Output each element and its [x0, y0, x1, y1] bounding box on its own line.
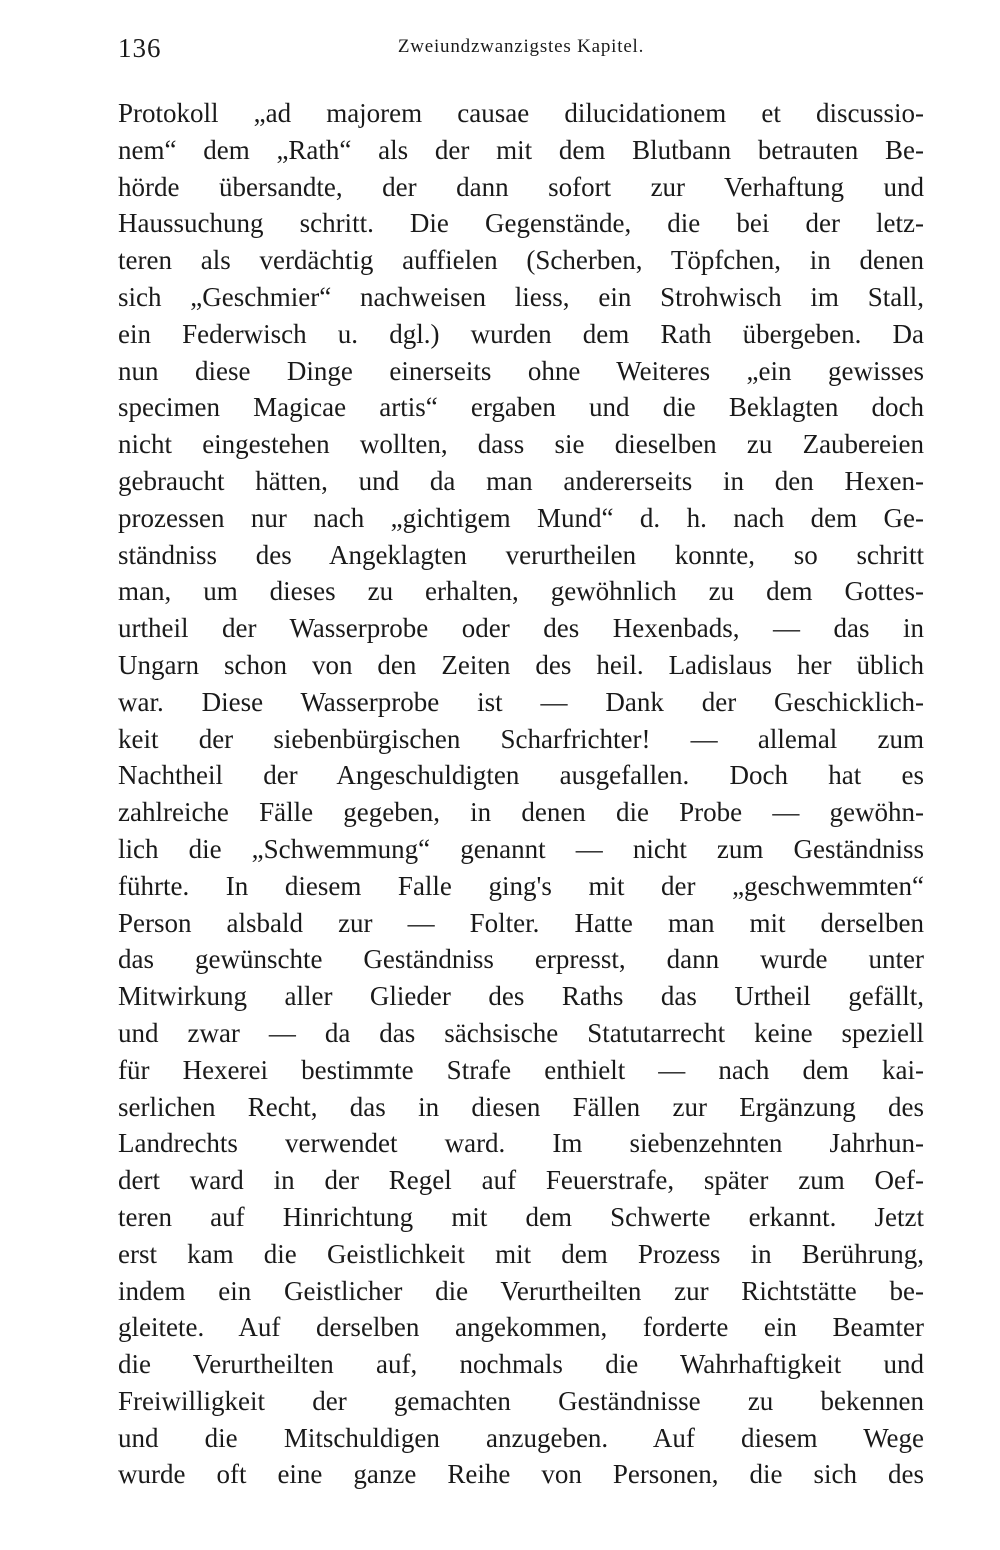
text-line: sich „Geschmier“ nachweisen liess, ein Strohwisch im Stall, — [118, 281, 924, 312]
running-head: Zweiundzwanzigstes Kapitel. — [397, 36, 645, 57]
text-line: zahlreiche Fälle gegeben, in denen die Probe — gewöhn- — [118, 797, 924, 828]
text-line: Protokoll „ad majorem causae dilucidationem et discussio- — [118, 98, 924, 128]
text-line: teren auf Hinrichtung mit dem Schwerte erkannt. Jetzt — [118, 1201, 924, 1232]
text-line: ständniss des Angeklagten verurtheilen konnte, so schritt — [118, 539, 924, 570]
page-header — [118, 33, 924, 63]
text-line: indem ein Geistlicher die Verurtheilten zur Richtstätte be- — [118, 1275, 924, 1306]
text-line: Nachtheil der Angeschuldigten ausgefallen. Doch hat es — [118, 760, 924, 791]
text-line: wurde oft eine ganze Reihe von Personen, die sich des — [118, 1459, 924, 1490]
text-line: und zwar — da das sächsische Statutarrecht keine speziell — [118, 1017, 924, 1048]
text-line: für Hexerei bestimmte Strafe enthielt — nach dem kai- — [118, 1054, 924, 1085]
text-line: urtheil der Wasserprobe oder des Hexenbads, — das in — [118, 613, 924, 644]
page-number: 136 — [118, 33, 162, 63]
text-line: Landrechts verwendet ward. Im siebenzehnten Jahrhun- — [118, 1128, 924, 1159]
text-line: führte. In diesem Falle ging's mit der „geschwemmten“ — [118, 870, 924, 901]
text-line: hörde übersandte, der dann sofort zur Verhaftung und — [118, 171, 924, 202]
text-line: Person alsbald zur — Folter. Hatte man mit derselben — [118, 907, 924, 938]
text-line: gleitete. Auf derselben angekommen, forderte ein Beamter — [118, 1312, 924, 1343]
text-line: Haussuchung schritt. Die Gegenstände, die bei der letz- — [118, 208, 924, 239]
text-line: serlichen Recht, das in diesen Fällen zur Ergänzung des — [118, 1091, 924, 1122]
text-line: prozessen nur nach „gichtigem Mund“ d. h. nach dem Ge- — [118, 502, 924, 533]
text-line: specimen Magicae artis“ ergaben und die Beklagten doch — [118, 392, 924, 423]
text-line: war. Diese Wasserprobe ist — Dank der Geschicklich- — [118, 686, 924, 717]
text-line: dert ward in der Regel auf Feuerstrafe, später zum Oef- — [118, 1165, 924, 1196]
text-line: die Verurtheilten auf, nochmals die Wahrhaftigkeit und — [118, 1349, 924, 1380]
text-line: Ungarn schon von den Zeiten des heil. Ladislaus her üblich — [118, 649, 924, 680]
text-line: lich die „Schwemmung“ genannt — nicht zum Geständniss — [118, 833, 924, 864]
text-line: und die Mitschuldigen anzugeben. Auf diesem Wege — [118, 1422, 924, 1453]
text-line: erst kam die Geistlichkeit mit dem Prozess in Berührung, — [118, 1238, 924, 1269]
body-text — [118, 95, 924, 1493]
text-line: ein Federwisch u. dgl.) wurden dem Rath übergeben. Da — [118, 318, 924, 349]
text-line: Mitwirkung aller Glieder des Raths das Urtheil gefällt, — [118, 981, 924, 1012]
text-line: nem“ dem „Rath“ als der mit dem Blutbann betrauten Be- — [118, 134, 924, 165]
text-line: man, um dieses zu erhalten, gewöhnlich zu dem Gottes- — [118, 576, 924, 607]
text-line: Freiwilligkeit der gemachten Geständnisse zu bekennen — [118, 1385, 924, 1416]
text-line: gebraucht hätten, und da man andererseits in den Hexen- — [118, 465, 924, 496]
text-line: nun diese Dinge einerseits ohne Weiteres „ein gewisses — [118, 355, 924, 386]
text-line: das gewünschte Geständniss erpresst, dann wurde unter — [118, 944, 924, 975]
text-line: keit der siebenbürgischen Scharfrichter! — allemal zum — [118, 723, 924, 754]
text-line: teren als verdächtig auffielen (Scherben, Töpfchen, in denen — [118, 245, 924, 276]
text-line: nicht eingestehen wollten, dass sie dieselben zu Zaubereien — [118, 429, 924, 460]
